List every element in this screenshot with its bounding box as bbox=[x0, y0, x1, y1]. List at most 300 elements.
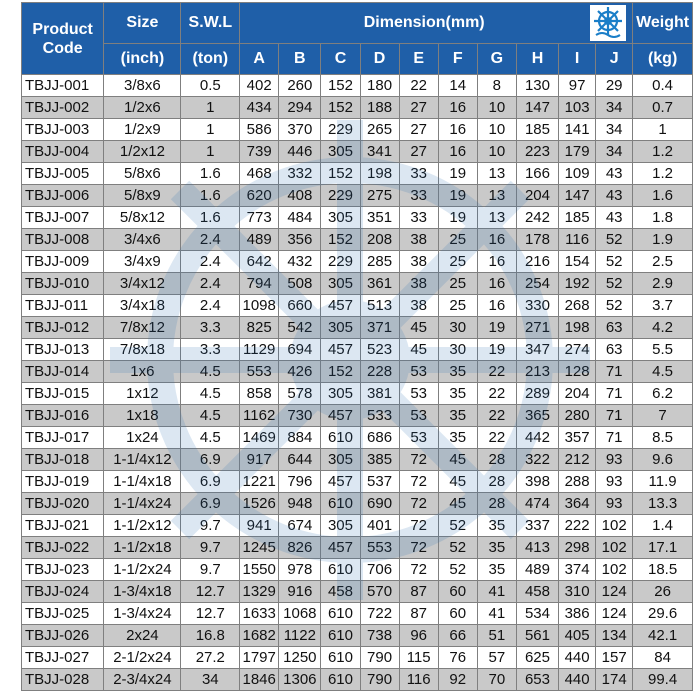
cell-e: 27 bbox=[399, 119, 438, 141]
cell-b: 730 bbox=[279, 405, 321, 427]
cell-d: 738 bbox=[360, 625, 399, 647]
cell-g: 8 bbox=[477, 75, 516, 97]
cell-i: 280 bbox=[559, 405, 596, 427]
cell-e: 38 bbox=[399, 229, 438, 251]
cell-weight: 0.7 bbox=[633, 97, 693, 119]
cell-i: 222 bbox=[559, 515, 596, 537]
cell-b: 660 bbox=[279, 295, 321, 317]
cell-size: 3/4x12 bbox=[104, 273, 181, 295]
cell-code: TBJJ-005 bbox=[22, 163, 104, 185]
cell-c: 610 bbox=[321, 625, 360, 647]
cell-code: TBJJ-019 bbox=[22, 471, 104, 493]
cell-i: 288 bbox=[559, 471, 596, 493]
cell-code: TBJJ-020 bbox=[22, 493, 104, 515]
cell-b: 542 bbox=[279, 317, 321, 339]
cell-d: 228 bbox=[360, 361, 399, 383]
cell-j: 34 bbox=[596, 141, 633, 163]
cell-h: 213 bbox=[516, 361, 558, 383]
cell-weight: 3.7 bbox=[633, 295, 693, 317]
table-row bbox=[22, 581, 693, 603]
cell-j: 174 bbox=[596, 669, 633, 691]
table-row bbox=[22, 141, 693, 163]
cell-g: 13 bbox=[477, 163, 516, 185]
header-dim-c: C bbox=[321, 44, 360, 75]
header-dim-a: A bbox=[240, 44, 279, 75]
cell-weight: 13.3 bbox=[633, 493, 693, 515]
cell-e: 38 bbox=[399, 251, 438, 273]
cell-code: TBJJ-009 bbox=[22, 251, 104, 273]
cell-j: 63 bbox=[596, 339, 633, 361]
cell-swl: 1.6 bbox=[181, 163, 240, 185]
cell-g: 70 bbox=[477, 669, 516, 691]
header-dimension bbox=[240, 3, 633, 44]
cell-swl: 1 bbox=[181, 141, 240, 163]
cell-f: 19 bbox=[438, 207, 477, 229]
cell-i: 212 bbox=[559, 449, 596, 471]
cell-swl: 0.5 bbox=[181, 75, 240, 97]
cell-f: 25 bbox=[438, 229, 477, 251]
header-size-unit: (inch) bbox=[104, 44, 181, 75]
cell-d: 686 bbox=[360, 427, 399, 449]
table-row bbox=[22, 427, 693, 449]
cell-swl: 9.7 bbox=[181, 559, 240, 581]
cell-g: 35 bbox=[477, 515, 516, 537]
cell-d: 401 bbox=[360, 515, 399, 537]
cell-d: 351 bbox=[360, 207, 399, 229]
cell-i: 440 bbox=[559, 647, 596, 669]
cell-g: 22 bbox=[477, 427, 516, 449]
cell-h: 223 bbox=[516, 141, 558, 163]
cell-i: 147 bbox=[559, 185, 596, 207]
cell-d: 553 bbox=[360, 537, 399, 559]
cell-e: 45 bbox=[399, 317, 438, 339]
cell-g: 22 bbox=[477, 361, 516, 383]
cell-h: 204 bbox=[516, 185, 558, 207]
cell-f: 52 bbox=[438, 515, 477, 537]
cell-d: 198 bbox=[360, 163, 399, 185]
table-row bbox=[22, 647, 693, 669]
cell-f: 35 bbox=[438, 427, 477, 449]
table-row bbox=[22, 273, 693, 295]
cell-b: 884 bbox=[279, 427, 321, 449]
cell-size: 7/8x18 bbox=[104, 339, 181, 361]
cell-f: 35 bbox=[438, 405, 477, 427]
cell-h: 442 bbox=[516, 427, 558, 449]
cell-g: 13 bbox=[477, 207, 516, 229]
header-dim-e: E bbox=[399, 44, 438, 75]
table-row bbox=[22, 97, 693, 119]
cell-weight: 29.6 bbox=[633, 603, 693, 625]
cell-size: 1/2x6 bbox=[104, 97, 181, 119]
cell-i: 97 bbox=[559, 75, 596, 97]
cell-size: 3/4x18 bbox=[104, 295, 181, 317]
cell-size: 1-3/4x24 bbox=[104, 603, 181, 625]
cell-g: 16 bbox=[477, 229, 516, 251]
cell-size: 3/8x6 bbox=[104, 75, 181, 97]
cell-h: 474 bbox=[516, 493, 558, 515]
cell-i: 298 bbox=[559, 537, 596, 559]
cell-code: TBJJ-007 bbox=[22, 207, 104, 229]
cell-f: 45 bbox=[438, 449, 477, 471]
cell-weight: 99.4 bbox=[633, 669, 693, 691]
cell-e: 72 bbox=[399, 515, 438, 537]
cell-c: 229 bbox=[321, 119, 360, 141]
cell-h: 254 bbox=[516, 273, 558, 295]
cell-g: 19 bbox=[477, 339, 516, 361]
cell-a: 1846 bbox=[240, 669, 279, 691]
cell-b: 644 bbox=[279, 449, 321, 471]
table-row bbox=[22, 383, 693, 405]
cell-b: 294 bbox=[279, 97, 321, 119]
cell-size: 1-1/2x24 bbox=[104, 559, 181, 581]
cell-e: 72 bbox=[399, 449, 438, 471]
header-weight: Weight bbox=[633, 3, 693, 44]
cell-size: 5/8x12 bbox=[104, 207, 181, 229]
cell-f: 16 bbox=[438, 97, 477, 119]
cell-code: TBJJ-003 bbox=[22, 119, 104, 141]
cell-h: 289 bbox=[516, 383, 558, 405]
cell-c: 229 bbox=[321, 185, 360, 207]
cell-h: 330 bbox=[516, 295, 558, 317]
cell-e: 116 bbox=[399, 669, 438, 691]
table-header bbox=[22, 3, 693, 75]
cell-j: 34 bbox=[596, 97, 633, 119]
cell-swl: 16.8 bbox=[181, 625, 240, 647]
cell-f: 92 bbox=[438, 669, 477, 691]
cell-j: 71 bbox=[596, 361, 633, 383]
cell-j: 102 bbox=[596, 537, 633, 559]
cell-d: 537 bbox=[360, 471, 399, 493]
cell-b: 694 bbox=[279, 339, 321, 361]
cell-swl: 4.5 bbox=[181, 405, 240, 427]
cell-g: 28 bbox=[477, 493, 516, 515]
cell-j: 43 bbox=[596, 163, 633, 185]
cell-code: TBJJ-015 bbox=[22, 383, 104, 405]
cell-h: 147 bbox=[516, 97, 558, 119]
cell-code: TBJJ-010 bbox=[22, 273, 104, 295]
cell-b: 1306 bbox=[279, 669, 321, 691]
header-weight-unit: (kg) bbox=[633, 44, 693, 75]
cell-d: 385 bbox=[360, 449, 399, 471]
cell-b: 948 bbox=[279, 493, 321, 515]
cell-g: 22 bbox=[477, 405, 516, 427]
cell-d: 381 bbox=[360, 383, 399, 405]
cell-e: 33 bbox=[399, 185, 438, 207]
cell-size: 5/8x9 bbox=[104, 185, 181, 207]
cell-a: 586 bbox=[240, 119, 279, 141]
cell-g: 10 bbox=[477, 119, 516, 141]
header-dim-b: B bbox=[279, 44, 321, 75]
cell-d: 265 bbox=[360, 119, 399, 141]
cell-g: 13 bbox=[477, 185, 516, 207]
cell-d: 341 bbox=[360, 141, 399, 163]
cell-j: 52 bbox=[596, 295, 633, 317]
cell-weight: 1.2 bbox=[633, 163, 693, 185]
table-row bbox=[22, 75, 693, 97]
cell-a: 1797 bbox=[240, 647, 279, 669]
cell-size: 1x6 bbox=[104, 361, 181, 383]
cell-j: 93 bbox=[596, 449, 633, 471]
cell-b: 1122 bbox=[279, 625, 321, 647]
cell-a: 773 bbox=[240, 207, 279, 229]
table-row bbox=[22, 405, 693, 427]
cell-j: 102 bbox=[596, 515, 633, 537]
cell-weight: 1.4 bbox=[633, 515, 693, 537]
cell-c: 458 bbox=[321, 581, 360, 603]
cell-a: 1221 bbox=[240, 471, 279, 493]
cell-g: 10 bbox=[477, 97, 516, 119]
cell-c: 152 bbox=[321, 97, 360, 119]
cell-f: 25 bbox=[438, 273, 477, 295]
cell-h: 242 bbox=[516, 207, 558, 229]
cell-swl: 27.2 bbox=[181, 647, 240, 669]
cell-h: 216 bbox=[516, 251, 558, 273]
cell-a: 794 bbox=[240, 273, 279, 295]
cell-f: 60 bbox=[438, 603, 477, 625]
cell-g: 41 bbox=[477, 581, 516, 603]
cell-code: TBJJ-004 bbox=[22, 141, 104, 163]
cell-a: 941 bbox=[240, 515, 279, 537]
cell-e: 33 bbox=[399, 207, 438, 229]
cell-h: 130 bbox=[516, 75, 558, 97]
cell-i: 154 bbox=[559, 251, 596, 273]
cell-weight: 9.6 bbox=[633, 449, 693, 471]
cell-size: 3/4x9 bbox=[104, 251, 181, 273]
cell-weight: 4.5 bbox=[633, 361, 693, 383]
cell-c: 305 bbox=[321, 141, 360, 163]
cell-j: 134 bbox=[596, 625, 633, 647]
cell-i: 386 bbox=[559, 603, 596, 625]
cell-i: 310 bbox=[559, 581, 596, 603]
cell-weight: 17.1 bbox=[633, 537, 693, 559]
cell-a: 1162 bbox=[240, 405, 279, 427]
table-row bbox=[22, 559, 693, 581]
cell-code: TBJJ-013 bbox=[22, 339, 104, 361]
cell-h: 458 bbox=[516, 581, 558, 603]
cell-g: 16 bbox=[477, 295, 516, 317]
cell-b: 432 bbox=[279, 251, 321, 273]
cell-a: 1682 bbox=[240, 625, 279, 647]
cell-a: 1550 bbox=[240, 559, 279, 581]
cell-j: 124 bbox=[596, 603, 633, 625]
table-row bbox=[22, 251, 693, 273]
cell-size: 1-1/4x12 bbox=[104, 449, 181, 471]
cell-swl: 3.3 bbox=[181, 317, 240, 339]
cell-d: 513 bbox=[360, 295, 399, 317]
cell-code: TBJJ-006 bbox=[22, 185, 104, 207]
cell-h: 625 bbox=[516, 647, 558, 669]
cell-i: 357 bbox=[559, 427, 596, 449]
cell-d: 208 bbox=[360, 229, 399, 251]
cell-h: 271 bbox=[516, 317, 558, 339]
cell-d: 790 bbox=[360, 647, 399, 669]
cell-a: 917 bbox=[240, 449, 279, 471]
cell-weight: 1.2 bbox=[633, 141, 693, 163]
cell-j: 43 bbox=[596, 207, 633, 229]
cell-swl: 1.6 bbox=[181, 185, 240, 207]
header-size: Size bbox=[104, 3, 181, 44]
cell-swl: 6.9 bbox=[181, 449, 240, 471]
cell-c: 305 bbox=[321, 207, 360, 229]
cell-swl: 2.4 bbox=[181, 295, 240, 317]
cell-f: 19 bbox=[438, 185, 477, 207]
cell-c: 610 bbox=[321, 603, 360, 625]
cell-f: 76 bbox=[438, 647, 477, 669]
cell-b: 796 bbox=[279, 471, 321, 493]
cell-h: 178 bbox=[516, 229, 558, 251]
cell-j: 52 bbox=[596, 273, 633, 295]
cell-d: 188 bbox=[360, 97, 399, 119]
cell-code: TBJJ-027 bbox=[22, 647, 104, 669]
cell-i: 116 bbox=[559, 229, 596, 251]
cell-b: 916 bbox=[279, 581, 321, 603]
cell-i: 198 bbox=[559, 317, 596, 339]
cell-weight: 8.5 bbox=[633, 427, 693, 449]
cell-j: 124 bbox=[596, 581, 633, 603]
cell-c: 610 bbox=[321, 559, 360, 581]
cell-i: 185 bbox=[559, 207, 596, 229]
header-product-code: Product Code bbox=[22, 3, 104, 75]
cell-size: 1x12 bbox=[104, 383, 181, 405]
cell-j: 63 bbox=[596, 317, 633, 339]
cell-b: 356 bbox=[279, 229, 321, 251]
cell-d: 570 bbox=[360, 581, 399, 603]
cell-g: 16 bbox=[477, 251, 516, 273]
cell-e: 45 bbox=[399, 339, 438, 361]
cell-e: 87 bbox=[399, 581, 438, 603]
cell-weight: 84 bbox=[633, 647, 693, 669]
cell-e: 72 bbox=[399, 559, 438, 581]
cell-f: 52 bbox=[438, 559, 477, 581]
cell-e: 72 bbox=[399, 537, 438, 559]
cell-j: 93 bbox=[596, 471, 633, 493]
header-swl: S.W.L bbox=[181, 3, 240, 44]
cell-weight: 1 bbox=[633, 119, 693, 141]
cell-c: 457 bbox=[321, 295, 360, 317]
cell-code: TBJJ-012 bbox=[22, 317, 104, 339]
cell-c: 152 bbox=[321, 163, 360, 185]
cell-d: 180 bbox=[360, 75, 399, 97]
cell-c: 305 bbox=[321, 273, 360, 295]
table-row bbox=[22, 317, 693, 339]
cell-swl: 34 bbox=[181, 669, 240, 691]
cell-j: 157 bbox=[596, 647, 633, 669]
cell-f: 16 bbox=[438, 141, 477, 163]
cell-h: 347 bbox=[516, 339, 558, 361]
table-row bbox=[22, 119, 693, 141]
cell-swl: 6.9 bbox=[181, 493, 240, 515]
cell-e: 27 bbox=[399, 97, 438, 119]
cell-swl: 2.4 bbox=[181, 229, 240, 251]
cell-h: 322 bbox=[516, 449, 558, 471]
cell-f: 25 bbox=[438, 251, 477, 273]
cell-b: 408 bbox=[279, 185, 321, 207]
table-row bbox=[22, 449, 693, 471]
cell-i: 374 bbox=[559, 559, 596, 581]
cell-e: 53 bbox=[399, 427, 438, 449]
cell-swl: 12.7 bbox=[181, 581, 240, 603]
cell-j: 71 bbox=[596, 405, 633, 427]
cell-size: 1-1/4x18 bbox=[104, 471, 181, 493]
cell-e: 87 bbox=[399, 603, 438, 625]
cell-e: 72 bbox=[399, 471, 438, 493]
cell-i: 192 bbox=[559, 273, 596, 295]
cell-size: 3/4x6 bbox=[104, 229, 181, 251]
cell-i: 109 bbox=[559, 163, 596, 185]
cell-f: 30 bbox=[438, 339, 477, 361]
cell-code: TBJJ-022 bbox=[22, 537, 104, 559]
table-body bbox=[22, 75, 693, 691]
cell-b: 578 bbox=[279, 383, 321, 405]
cell-j: 43 bbox=[596, 185, 633, 207]
cell-a: 642 bbox=[240, 251, 279, 273]
cell-c: 610 bbox=[321, 427, 360, 449]
table-row bbox=[22, 603, 693, 625]
cell-c: 305 bbox=[321, 383, 360, 405]
cell-f: 25 bbox=[438, 295, 477, 317]
cell-a: 739 bbox=[240, 141, 279, 163]
cell-d: 275 bbox=[360, 185, 399, 207]
cell-size: 7/8x12 bbox=[104, 317, 181, 339]
cell-b: 826 bbox=[279, 537, 321, 559]
cell-code: TBJJ-025 bbox=[22, 603, 104, 625]
cell-f: 35 bbox=[438, 361, 477, 383]
cell-h: 534 bbox=[516, 603, 558, 625]
cell-weight: 6.2 bbox=[633, 383, 693, 405]
cell-code: TBJJ-026 bbox=[22, 625, 104, 647]
cell-h: 337 bbox=[516, 515, 558, 537]
cell-e: 53 bbox=[399, 405, 438, 427]
cell-e: 38 bbox=[399, 273, 438, 295]
cell-e: 27 bbox=[399, 141, 438, 163]
cell-b: 508 bbox=[279, 273, 321, 295]
cell-a: 434 bbox=[240, 97, 279, 119]
table-row bbox=[22, 515, 693, 537]
cell-size: 2-3/4x24 bbox=[104, 669, 181, 691]
cell-weight: 4.2 bbox=[633, 317, 693, 339]
cell-g: 22 bbox=[477, 383, 516, 405]
cell-j: 93 bbox=[596, 493, 633, 515]
cell-b: 1250 bbox=[279, 647, 321, 669]
cell-f: 19 bbox=[438, 163, 477, 185]
cell-f: 35 bbox=[438, 383, 477, 405]
cell-i: 405 bbox=[559, 625, 596, 647]
cell-f: 30 bbox=[438, 317, 477, 339]
header-dim-d: D bbox=[360, 44, 399, 75]
cell-c: 610 bbox=[321, 647, 360, 669]
cell-c: 457 bbox=[321, 339, 360, 361]
cell-weight: 7 bbox=[633, 405, 693, 427]
cell-g: 28 bbox=[477, 449, 516, 471]
cell-weight: 1.6 bbox=[633, 185, 693, 207]
cell-i: 103 bbox=[559, 97, 596, 119]
cell-d: 285 bbox=[360, 251, 399, 273]
cell-weight: 5.5 bbox=[633, 339, 693, 361]
cell-swl: 3.3 bbox=[181, 339, 240, 361]
cell-weight: 18.5 bbox=[633, 559, 693, 581]
cell-c: 305 bbox=[321, 515, 360, 537]
cell-f: 60 bbox=[438, 581, 477, 603]
cell-h: 489 bbox=[516, 559, 558, 581]
cell-d: 706 bbox=[360, 559, 399, 581]
cell-size: 1x24 bbox=[104, 427, 181, 449]
cell-size: 2-1/2x24 bbox=[104, 647, 181, 669]
cell-f: 66 bbox=[438, 625, 477, 647]
cell-swl: 4.5 bbox=[181, 383, 240, 405]
cell-c: 305 bbox=[321, 449, 360, 471]
cell-swl: 6.9 bbox=[181, 471, 240, 493]
table-row bbox=[22, 207, 693, 229]
